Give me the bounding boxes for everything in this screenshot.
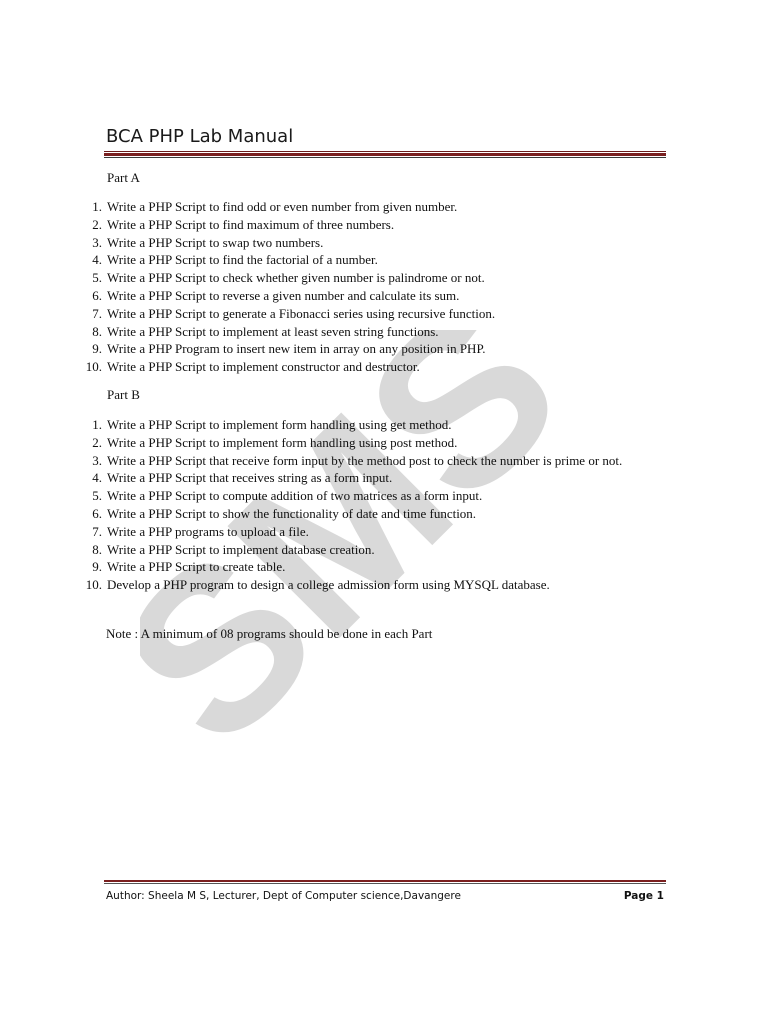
list-item xyxy=(82,452,662,470)
list-item-number: 8. xyxy=(92,541,102,557)
list-item xyxy=(82,305,662,323)
list-item-number: 8. xyxy=(92,323,102,339)
list-item xyxy=(82,234,662,252)
list-item xyxy=(82,358,662,376)
list-item-number: 1. xyxy=(92,417,102,432)
list-item-text: Write a PHP programs to upload a file. xyxy=(107,523,309,539)
list-item-text: Write a PHP Script that receive form input by the method post to check the number is prime or not. xyxy=(107,452,623,468)
header-rule-thick xyxy=(104,153,666,156)
list-item xyxy=(82,216,662,234)
list-item-number: 4. xyxy=(92,252,102,268)
list-item-text: Develop a PHP program to design a college admission form using MYSQL database. xyxy=(107,577,550,593)
list-item-number: 3. xyxy=(92,452,102,468)
list-item-text: Write a PHP Script to check whether given number is palindrome or not. xyxy=(107,270,485,286)
list-item-text: Write a PHP Script to show the functionality of date and time function. xyxy=(107,505,477,521)
header-rule-top xyxy=(104,151,666,152)
list-item-text: Write a PHP Script to find odd or even number from given number. xyxy=(107,199,458,214)
list-item-text: Write a PHP Script to compute addition of two matrices as a form input. xyxy=(107,488,483,504)
list-item-number: 4. xyxy=(92,470,102,486)
list-item-text: Write a PHP Script to implement database creation. xyxy=(107,541,375,557)
list-item-text: Write a PHP Script to reverse a given number and calculate its sum. xyxy=(107,287,460,303)
list-item-number: 7. xyxy=(92,523,102,539)
watermark-text: SMS xyxy=(140,330,608,750)
list-item-text: Write a PHP Script to implement constructor and destructor. xyxy=(107,359,420,375)
list-item xyxy=(82,251,662,269)
list-item-text: Write a PHP Script to find maximum of three numbers. xyxy=(107,216,395,232)
list-item xyxy=(82,541,662,559)
list-item-text: Write a PHP Script to generate a Fibonacci series using recursive function. xyxy=(107,305,496,321)
list-item xyxy=(82,340,662,358)
header-rule-bottom xyxy=(104,157,666,158)
list-item-number: 10. xyxy=(85,577,102,593)
list-item xyxy=(82,416,662,434)
footer-author: Author: Sheela M S, Lecturer, Dept of Computer science,Davangere xyxy=(106,890,461,902)
part-a-heading: Part A xyxy=(107,170,140,185)
part-a-list xyxy=(82,198,662,376)
footer-rule xyxy=(104,880,666,882)
list-item-text: Write a PHP Script to implement at least seven string functions. xyxy=(107,323,439,339)
list-item-text: Write a PHP Script that receives string as a form input. xyxy=(107,470,393,486)
list-item-number: 6. xyxy=(92,505,102,521)
list-item xyxy=(82,523,662,541)
list-item-number: 2. xyxy=(92,434,102,450)
list-item-text: Write a PHP Script to create table. xyxy=(107,559,286,575)
list-item xyxy=(82,469,662,487)
document-title: BCA PHP Lab Manual xyxy=(106,126,294,147)
list-item-number: 9. xyxy=(92,559,102,575)
list-item-number: 9. xyxy=(92,341,102,357)
list-item-number: 3. xyxy=(92,234,102,250)
footer-rule-thin xyxy=(104,883,666,884)
list-item-number: 7. xyxy=(92,305,102,321)
list-item xyxy=(82,198,662,216)
list-item xyxy=(82,269,662,287)
list-item-number: 5. xyxy=(92,488,102,504)
list-item xyxy=(82,487,662,505)
list-item-number: 10. xyxy=(85,359,102,375)
part-b-list xyxy=(82,416,662,594)
list-item xyxy=(82,558,662,576)
list-item xyxy=(82,323,662,341)
part-b-heading: Part B xyxy=(107,387,140,402)
list-item-number: 1. xyxy=(92,199,102,214)
list-item-number: 6. xyxy=(92,287,102,303)
list-item-number: 2. xyxy=(92,216,102,232)
list-item xyxy=(82,505,662,523)
list-item-text: Write a PHP Script to find the factorial of a number. xyxy=(107,252,378,268)
note-text: Note : A minimum of 08 programs should be done in each Part xyxy=(106,626,433,641)
list-item-text: Write a PHP Script to swap two numbers. xyxy=(107,234,324,250)
list-item xyxy=(82,434,662,452)
list-item xyxy=(82,576,662,594)
list-item-number: 5. xyxy=(92,270,102,286)
list-item-text: Write a PHP Script to implement form handling using post method. xyxy=(107,434,458,450)
page-number: Page 1 xyxy=(623,890,664,902)
list-item-text: Write a PHP Script to implement form handling using get method. xyxy=(107,417,452,432)
list-item xyxy=(82,287,662,305)
list-item-text: Write a PHP Program to insert new item in array on any position in PHP. xyxy=(107,341,486,357)
